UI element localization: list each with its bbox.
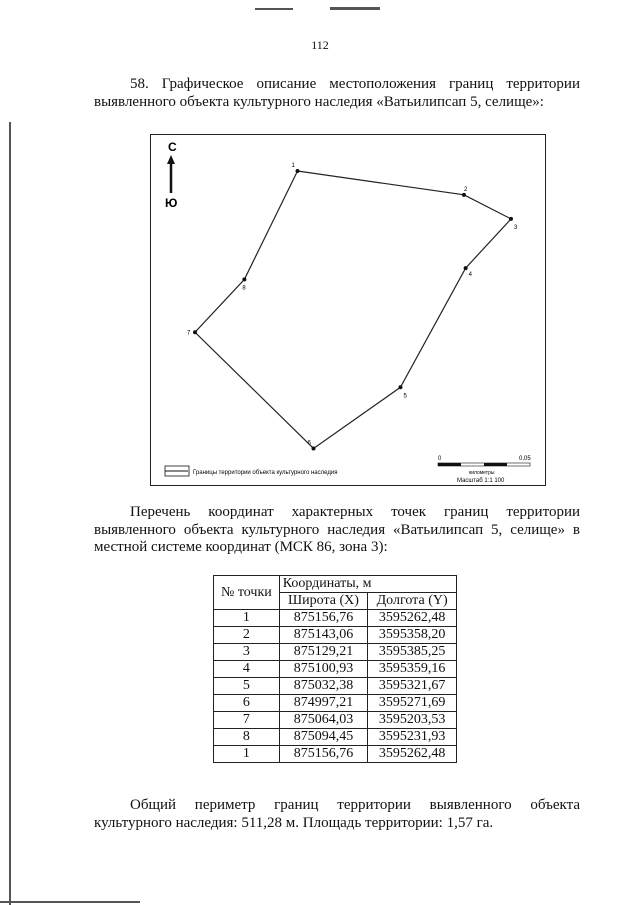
compass-north-label: С: [168, 140, 177, 154]
table-row: [214, 678, 457, 695]
boundary-point: [296, 169, 300, 173]
scale-end-label: 0,05: [519, 456, 531, 462]
section-heading: [94, 76, 580, 111]
lon-value: 3595262,48: [368, 610, 457, 627]
boundary-points: [187, 163, 518, 450]
compass-arrow-head: [167, 155, 175, 164]
boundary-map-svg: [151, 135, 547, 487]
lon-value: 3595271,69: [368, 695, 457, 712]
table-row: [214, 610, 457, 627]
table-row: [214, 627, 457, 644]
boundary-point-label: 2: [463, 186, 468, 193]
summary-line: культурного наследия: 511,28 м. Площадь территории: 1,57 га.: [94, 814, 494, 831]
summary-text: [94, 797, 580, 832]
column-header-lon: Долгота (Y): [368, 593, 457, 610]
boundary-point-label: 3: [514, 224, 518, 231]
table-row: [214, 644, 457, 661]
lat-value: 875100,93: [279, 661, 368, 678]
boundary-point: [464, 266, 468, 270]
scale-start-label: 0: [438, 456, 442, 462]
boundary-point-label: 7: [187, 330, 191, 337]
point-number: 2: [214, 627, 280, 644]
lon-value: 3595358,20: [368, 627, 457, 644]
lat-value: 875064,03: [279, 712, 368, 729]
boundary-polygon: [195, 171, 511, 448]
lon-value: 3595321,67: [368, 678, 457, 695]
legend-text: Границы территории объекта культурного наследия: [193, 470, 338, 476]
point-number: 8: [214, 729, 280, 746]
section-heading-line: выявленного объекта культурного наследия «Ватьилипсап 5, селище»:: [94, 93, 544, 110]
scale-ratio-label: Масштаб 1:1 100: [457, 478, 505, 484]
lat-value: 875129,21: [279, 644, 368, 661]
lat-value: 874997,21: [279, 695, 368, 712]
coordinates-intro: [94, 504, 580, 557]
section-heading-line: 58. Графическое описание местоположения границ территории: [130, 76, 580, 92]
lon-value: 3595262,48: [368, 746, 457, 763]
table-row: [214, 661, 457, 678]
table-row: [214, 695, 457, 712]
column-header-point: № точки: [214, 576, 280, 610]
lon-value: 3595385,25: [368, 644, 457, 661]
boundary-point: [312, 446, 316, 450]
point-number: 1: [214, 610, 280, 627]
coordinates-intro-line: Перечень координат характерных точек границ территории: [130, 504, 580, 520]
lon-value: 3595203,53: [368, 712, 457, 729]
boundary-point-label: 6: [307, 440, 311, 447]
table-row: [214, 712, 457, 729]
scan-artifact-bottom: [0, 901, 140, 903]
point-number: 7: [214, 712, 280, 729]
scan-artifact-top: [255, 8, 293, 10]
table-row: [214, 746, 457, 763]
boundary-point: [509, 217, 513, 221]
point-number: 6: [214, 695, 280, 712]
boundary-point-label: 1: [291, 163, 295, 169]
boundary-point: [242, 277, 246, 281]
point-number: 3: [214, 644, 280, 661]
coordinates-intro-line: выявленного объекта культурного наследия «Ватьилипсап 5, селище» в: [94, 521, 580, 538]
scan-artifact-top: [330, 7, 380, 10]
table-row: [214, 729, 457, 746]
boundary-point: [193, 330, 197, 334]
point-number: 5: [214, 678, 280, 695]
point-number: 4: [214, 661, 280, 678]
boundary-point-label: 8: [242, 285, 246, 292]
lat-value: 875156,76: [279, 746, 368, 763]
lon-value: 3595231,93: [368, 729, 457, 746]
page-number: 112: [311, 38, 329, 52]
lon-value: 3595359,16: [368, 661, 457, 678]
summary-line: Общий периметр границ территории выявленного объекта: [130, 797, 580, 813]
lat-value: 875094,45: [279, 729, 368, 746]
coordinates-table: [213, 575, 457, 763]
compass-south-label: Ю: [165, 196, 178, 210]
column-header-coords: Координаты, м: [279, 576, 456, 593]
scale-unit-label: километры: [469, 470, 495, 476]
lat-value: 875143,06: [279, 627, 368, 644]
boundary-point-label: 4: [468, 272, 472, 279]
lat-value: 875156,76: [279, 610, 368, 627]
boundary-map: [150, 134, 546, 486]
column-header-lat: Широта (X): [279, 593, 368, 610]
scan-artifact-left: [9, 122, 11, 905]
coordinates-intro-line: местной системе координат (МСК 86, зона 3):: [94, 539, 388, 555]
boundary-point-label: 5: [403, 393, 407, 400]
lat-value: 875032,38: [279, 678, 368, 695]
boundary-point: [462, 193, 466, 197]
boundary-point: [398, 385, 402, 389]
point-number: 1: [214, 746, 280, 763]
scale-bar: [438, 463, 530, 466]
